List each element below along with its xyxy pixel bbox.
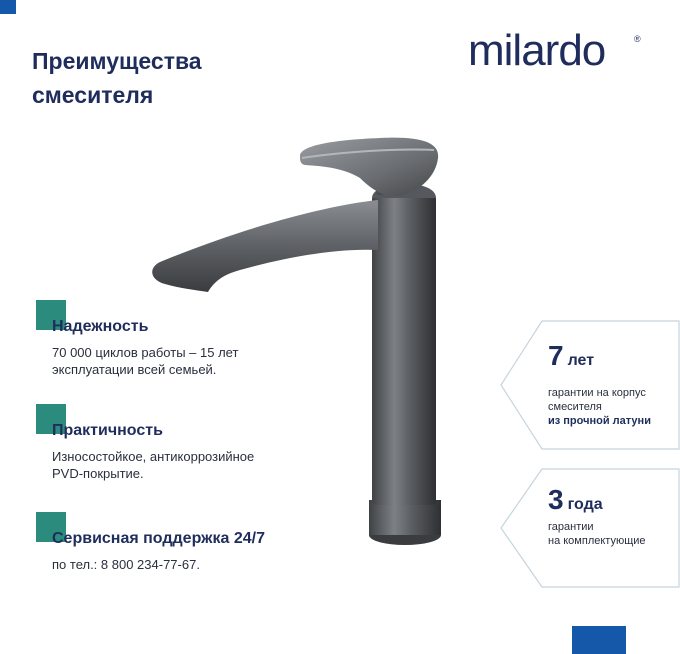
feature-heading: Сервисная поддержка 24/7 — [52, 530, 265, 547]
warranty-number: 7 — [548, 340, 564, 371]
feature-line: Износостойкое, антикоррозийное — [52, 449, 255, 464]
title-line-2: смесителя — [32, 82, 154, 108]
feature-heading: Надежность — [52, 318, 149, 335]
warranty-line-strong: из прочной латуни — [548, 415, 651, 427]
warranty-term — [548, 340, 594, 372]
feature-line: по тел.: 8 800 234-77-67. — [52, 557, 200, 572]
warranty-description — [548, 386, 651, 428]
brand-logo: milardo — [468, 26, 606, 75]
warranty-description — [548, 520, 646, 548]
warranty-unit: лет — [567, 352, 595, 369]
feature-description — [52, 344, 238, 378]
warranty-line: гарантии на корпус — [548, 387, 646, 399]
feature-line: эксплуатации всей семьей. — [52, 362, 217, 377]
registered-mark: ® — [634, 34, 641, 44]
title-line-1: Преимущества — [32, 48, 202, 74]
warranty-number: 3 — [548, 484, 564, 515]
warranty-line: на комплектующие — [548, 535, 646, 547]
feature-heading: Практичность — [52, 422, 163, 439]
warranty-badge-parts — [500, 468, 680, 588]
feature-description — [52, 556, 200, 573]
warranty-term — [548, 484, 603, 516]
warranty-badge-body — [500, 320, 680, 450]
warranty-line: гарантии — [548, 521, 594, 533]
feature-description — [52, 448, 254, 482]
warranty-line: смесителя — [548, 401, 602, 413]
feature-line: PVD-покрытие. — [52, 466, 144, 481]
warranty-unit: года — [567, 496, 603, 513]
feature-line: 70 000 циклов работы – 15 лет — [52, 345, 239, 360]
